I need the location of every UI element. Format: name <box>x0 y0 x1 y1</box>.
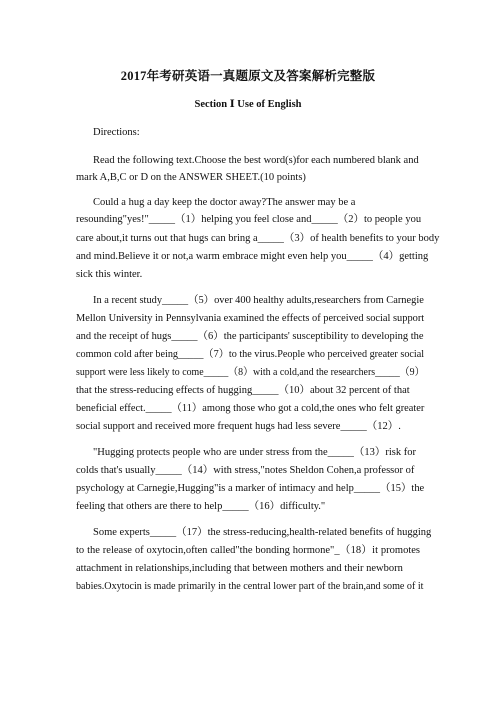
paragraph-4-line: attachment in relationships,including that between mothers and their newborn <box>76 563 403 574</box>
paragraph-3-line: feeling that others are there to help_____（16）difficulty." <box>76 501 326 512</box>
paragraph-1-line: care about,it turns out that hugs can bring a_____（3）of health benefits to your body <box>76 233 440 244</box>
paragraph-2-line: Mellon University in Pennsylvania examined the effects of perceived social support <box>76 313 425 324</box>
paragraph-2-line: that the stress-reducing effects of hugging_____（10）about 32 percent of that <box>76 385 410 396</box>
paragraph-2-line: social support and received more frequent hugs had less severe_____（12）. <box>76 421 401 432</box>
paragraph-1-line: Could a hug a day keep the doctor away?The answer may be a <box>93 197 356 208</box>
paragraph-2-line: common cold after being_____（7）to the virus.People who perceived greater social <box>76 349 425 360</box>
document-title: 2017年考研英语一真题原文及答案解析完整版 <box>120 69 376 83</box>
paragraph-2-line: and the receipt of hugs_____（6）the participants' susceptibility to developing the <box>76 331 424 342</box>
paragraph-1-line: resounding"yes!"_____（1）helping you feel close and_____（2）to people you <box>76 214 422 225</box>
paragraph-1-line: sick this winter. <box>76 269 143 280</box>
paragraph-4-line: babies.Oxytocin is made primarily in the central lower part of the brain,and some of it <box>76 581 424 592</box>
directions-heading: Directions: <box>93 127 140 138</box>
paragraph-2-line: beneficial effect._____（11）among those who got a cold,the ones who felt greater <box>76 403 425 414</box>
section-heading: Section Ⅰ Use of English <box>194 99 302 110</box>
paragraph-3-line: "Hugging protects people who are under stress from the_____（13）risk for <box>93 447 417 458</box>
paragraph-3-line: psychology at Carnegie,Hugging"is a marker of intimacy and help_____（15）the <box>76 483 425 494</box>
paragraph-2-line: support were less likely to come_____（8）with a cold,and the researchers_____（9） <box>76 367 425 378</box>
paragraph-1-line: and mind.Believe it or not,a warm embrace might even help you_____（4）getting <box>76 251 429 262</box>
paragraph-4-line: to the release of oxytocin,often called"the bonding hormone"_（18）it promotes <box>76 545 420 556</box>
paragraph-4-line: Some experts_____（17）the stress-reducing,health-related benefits of hugging <box>93 527 432 538</box>
directions-line: Read the following text.Choose the best word(s)for each numbered blank and <box>93 155 419 166</box>
paragraph-3-line: colds that's usually_____（14）with stress,"notes Sheldon Cohen,a professor of <box>76 465 415 476</box>
directions-line: mark A,B,C or D on the ANSWER SHEET.(10 points) <box>76 172 306 183</box>
paragraph-2-line: In a recent study_____（5）over 400 healthy adults,researchers from Carnegie <box>93 295 424 306</box>
